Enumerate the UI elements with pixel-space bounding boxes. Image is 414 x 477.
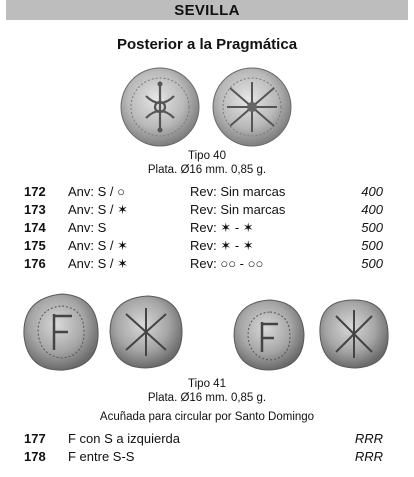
table-row [0,202,414,219]
table-row [0,256,414,273]
page-header [6,0,408,20]
coin-obverse-2 [234,300,304,370]
price: 500 [361,238,383,253]
obverse-desc: Anv: S / ✶ [68,238,129,253]
catalog-number: 175 [24,238,46,253]
table-row [0,431,414,448]
table-row [0,220,414,237]
price: 500 [361,256,383,271]
tipo41-label: Tipo 41 [188,378,226,390]
tipo41-details: Plata. Ø16 mm. 0,85 g. [147,392,267,404]
catalog-number: 178 [24,449,46,464]
price: 500 [361,220,383,235]
table-row [0,238,414,255]
catalog-number: 173 [24,202,46,217]
header-title: SEVILLA [174,1,240,19]
obverse-desc: Anv: S / ✶ [68,202,129,217]
table-row [0,184,414,201]
table-row [0,449,414,466]
reverse-desc: Rev: ✶ - ✶ [190,220,254,235]
reverse-desc: Rev: ✶ - ✶ [190,238,254,253]
reverse-desc: Rev: Sin marcas [190,202,286,217]
coin-image-tipo40 [118,66,294,148]
coin-reverse-2 [320,300,388,368]
variant-desc: F con S a izquierda [68,431,181,446]
obverse-desc: Anv: S / ✶ [68,256,129,271]
tipo40-label: Tipo 40 [188,150,226,162]
catalog-number: 176 [24,256,46,271]
price: 400 [361,202,383,217]
price: 400 [361,184,383,199]
coin-reverse-1 [110,296,182,368]
variant-desc: F entre S-S [68,449,135,464]
rarity: RRR [354,449,383,464]
reverse-desc: Rev: ○○ - ○○ [190,256,264,271]
rarity: RRR [354,431,383,446]
coin-obverse-1 [24,294,98,370]
catalog-number: 177 [24,431,46,446]
obverse-desc: Anv: S [68,220,107,235]
catalog-number: 174 [24,220,46,235]
obverse-desc: Anv: S / ○ [68,184,125,199]
section-subtitle: Posterior a la Pragmática [116,36,298,53]
catalog-number: 172 [24,184,46,199]
coin-obverse [121,68,199,146]
tipo41-note: Acuñada para circular por Santo Domingo [99,411,315,423]
coin-reverse [213,68,291,146]
reverse-desc: Rev: Sin marcas [190,184,286,199]
tipo40-details: Plata. Ø16 mm. 0,85 g. [147,164,267,176]
coin-image-tipo41 [18,290,402,376]
